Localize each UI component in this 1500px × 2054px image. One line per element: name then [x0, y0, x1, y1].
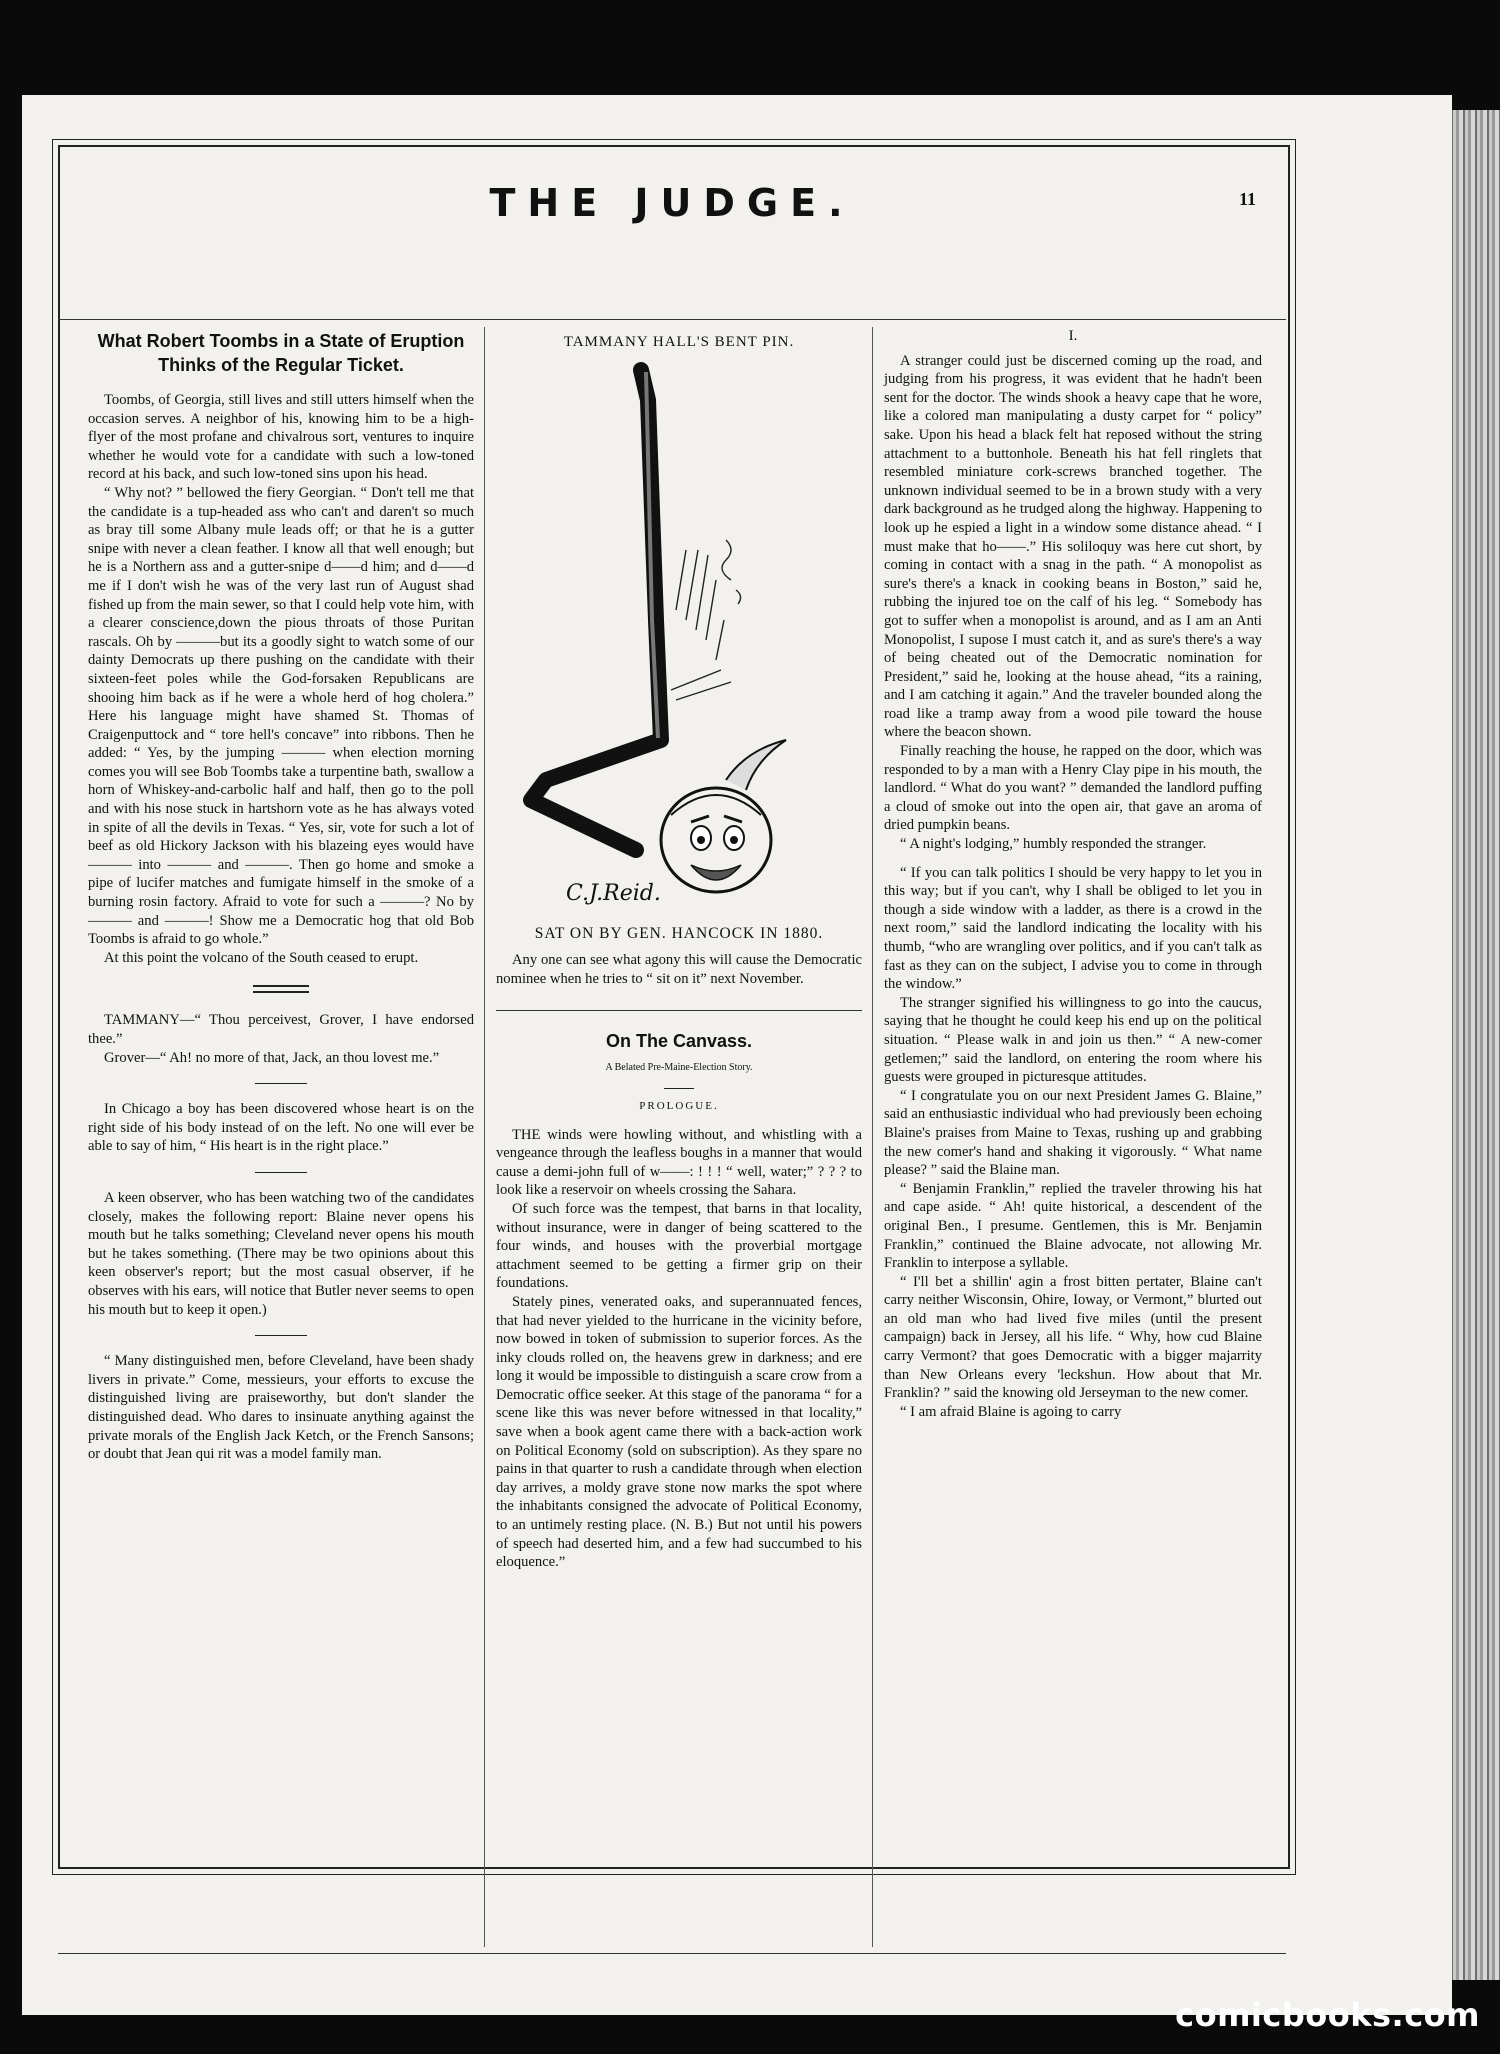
- tammany-line: TAMMANY—“ Thou perceivest, Grover, I have endorsed thee.”: [88, 1012, 474, 1047]
- masthead-rule: [58, 319, 1286, 320]
- divider: [255, 1083, 307, 1084]
- newspaper-page: [22, 95, 1452, 2015]
- column-1: [88, 327, 474, 1464]
- chapter-paragraph: “ I am afraid Blaine is agoing to carry: [900, 1403, 1122, 1420]
- chapter-paragraph: “ Benjamin Franklin,” replied the traveler throwing his hat and cape aside. “ Ah! quite historical, a descendent of the original Ben., I presume. Gentlemen, this is Mr. Benjamin Franklin,” continued the Blaine advocate, not allowing Mr. Franklin to interpose a syllable.: [884, 1180, 1262, 1272]
- page-number: 11: [1238, 189, 1256, 209]
- story-paragraph: Stately pines, venerated oaks, and superannuated fences, that had never yielded to the hurricane in the vicinity before, now bowed in token of submission to superior forces. As the inky clouds rolled on, the heavens grew in darkness; and ere long it would be impossible to distinguish a scare crow from a Democratic office seeker. At this stage of the panorama “ for a scene like this was never before witnessed in that locality,” save when a book agent came there with a back-action work on Political Economy (sold on subscription). As they spare no pains in that quarter to rush a candidate through when election day arrives, a moldy grave stone now marks the spot where the inhabitants consigned the advocate of Political Economy, to an untimely resting place. (N. B.) But not until his powers of speech had deserted him, and a few had succumbed to his eloquence.”: [496, 1293, 862, 1571]
- bent-pin-cartoon: [496, 360, 862, 925]
- divider: [255, 1172, 307, 1173]
- chapter-number: I.: [1068, 328, 1078, 344]
- toombs-paragraph: “ Why not? ” bellowed the fiery Georgian. “ Don't tell me that the candidate is a tup-headed ass who can't and daren't so much as bray till some Albany mule leads off; or that he is a gutter snipe with never a clean feather. I know all that well enough; but he is a Northern ass and a gutter-snipe d——d him; and d——d me if I don't wish he was of the very last run of August shad fished up from the main sewer, so that I could help vote him, with a clearer conscience,down the pious throats of those Puritan rascals. Oh by ———but its a goodly sight to watch some of our dainty Democrats up there pushing on the candidate with their sixteen-feet poles while the God-forsaken Republicans are shooing him back as if he were a whole herd of hog cholera.” Here his language might have shamed St. Thomas of Craigenputtock and “ tore hell's concave” into ribbons. Then he added: “ Yes, by the jumping ——— when election morning comes you will see Bob Toombs take a turpentine bath, swallow a horn of Whiskey-and-carbolic half and half, then go to the poll and with his nose stuck in hartshorn vote as he has always voted in spite of all the devils in Texas. “ Yes, sir, vote for such a lot of beef as old Hickory Jackson with his blazeing eyes would have ——— into ——— and ———. Then go home and smoke a pipe of lucifer matches and fumigate himself in the smoke of a burning rosin factory. Afraid to vote for such a ———? No by ——— and ———! Show me a Democratic hog that old Bob Toombs is afraid to go whole.”: [88, 484, 474, 948]
- observer-item: A keen observer, who has been watching two of the candidates closely, makes the following report: Blaine never opens his mouth but he talks something; Cleveland never opens his mouth but he takes something. (There may be two opinions about this keen observer's report; but the most casual observer, if he observes with his ears, will notice that Butler never seems to open his mouth but to keep it open.): [88, 1189, 474, 1318]
- story-paragraph: Of such force was the tempest, that barns in that locality, without insurance, were in danger of being scattered to the four winds, and houses with the proverbial mortgage attachment seemed to be getting a firmer grip on their foundations.: [496, 1200, 862, 1292]
- column-3: [884, 327, 1262, 1421]
- distinguished-item: “ Many distinguished men, before Cleveland, have been shady livers in private.” Come, messieurs, your efforts to excuse the distinguished living are praiseworthy, but don't slander the distinguished dead. Who dares to insinuate anything against the private morals of the English Jack Ketch, or the French Sansons; or doubt that Jean qui rit was a model family man.: [88, 1353, 474, 1463]
- double-divider: [253, 985, 309, 993]
- chicago-item: In Chicago a boy has been discovered whose heart is on the right side of his body instead of on the left. No one will ever be able to say of him, “ His heart is in the right place.”: [88, 1101, 474, 1155]
- prologue-label: PROLOGUE.: [639, 1099, 719, 1112]
- masthead-title: THE JUDGE.: [489, 181, 855, 225]
- bent-pin-drawing: [496, 360, 862, 925]
- chapter-paragraph: Finally reaching the house, he rapped on the door, which was responded to by a man with a Henry Clay pipe in his mouth, the landlord. “ What do you want? ” demanded the landlord puffing a cloud of smoke out into the open air, that gave an aroma of dried pumpkin beans.: [884, 743, 1262, 834]
- bottom-rule: [58, 1953, 1286, 1954]
- chapter-paragraph: “ I'll bet a shillin' agin a frost bitten pertater, Blaine can't carry neither Wisconsin, Ohire, Ioway, or Vermont,” blurted out an old man who had lived five miles (until the present campaign) back in Jersey, all his life. “ Why, how cud Blaine carry Vermont? that goes Democratic with a bigger majarrity than New Orleans every 'leckshun. How about that Mr. Franklin? ” said the knowing old Jerseyman to the new comer.: [884, 1273, 1262, 1402]
- toombs-heading: What Robert Toombs in a State of Eruption Thinks of the Regular Ticket.: [97, 331, 465, 375]
- toombs-paragraph: Toombs, of Georgia, still lives and still utters himself when the occasion serves. A neighbor of his, knowing him to be a high-flyer of the most profane and chivalrous sort, ventures to inquire whether he would vote for a candidate with such a low-toned record at his back, and such low-toned sins upon his head.: [88, 392, 474, 483]
- cartoon-title: TAMMANY HALL'S BENT PIN.: [563, 334, 795, 350]
- column-rule-2: [872, 327, 873, 1947]
- story-title: On The Canvass.: [605, 1031, 753, 1052]
- story-subtitle: A Belated Pre-Maine-Election Story.: [605, 1062, 753, 1074]
- cartoon-text: Any one can see what agony this will cause the Democratic nominee when he tries to “ sit on it” next November.: [496, 952, 862, 987]
- grover-line: Grover—“ Ah! no more of that, Jack, an thou lovest me.”: [104, 1049, 440, 1066]
- cartoon-caption: SAT ON BY GEN. HANCOCK IN 1880.: [534, 924, 824, 942]
- column-2: [496, 327, 862, 1572]
- chapter-paragraph: “ I congratulate you on our next President James G. Blaine,” said an enthusiastic individual who had previously been echoing Blaine's praises from Maine to Texas, rushing up and grabbing the new comer's hand and shaking it vigorously. “ What name please? ” said the Blaine man.: [884, 1087, 1262, 1179]
- toombs-paragraph: At this point the volcano of the South ceased to erupt.: [104, 949, 419, 966]
- watermark-logo: comicbooks.com: [1175, 1996, 1480, 2034]
- chapter-paragraph: “ A night's lodging,” humbly responded the stranger.: [900, 836, 1207, 853]
- story-paragraph: THE winds were howling without, and whistling with a vengeance through the leafless boughs in a manner that would cause a demi-john full of w——: ! ! ! “ well, water;” ? ? ? to look like a reservoir on wheels crossing the Sahara.: [496, 1126, 862, 1199]
- chapter-paragraph: “ If you can talk politics I should be very happy to let you in this way; but if you can't, why I shall be obliged to let you in though a side window with a ladder, as there is a crowd in the next room,” said the landlord indicating the locality with his thumb, “who are wrangling over politics, and if you can't talk as fast as they can on the subject, I advise you to come in through the window.”: [884, 864, 1262, 993]
- chapter-paragraph: The stranger signified his willingness to go into the caucus, saying that he thought he could keep his end up on the political situation. “ Please walk in and join us then.” “ A new-comer getlemen;” said the landlord, on entering the room where his guests were grouped in picturesque attitudes.: [884, 994, 1262, 1086]
- cartoon-signature: C.J.Reid.: [566, 880, 661, 906]
- divider: [255, 1335, 307, 1336]
- masthead: [58, 175, 1286, 235]
- section-rule: [496, 1010, 862, 1011]
- chapter-paragraph: A stranger could just be discerned coming up the road, and judging from his progress, it was evident that he hadn't been sent for the doctor. The winds shook a heavy cape that he wore, like a colored man manipulating a dusty carpet for “ policy” sake. Upon his head a black felt hat reposed without the string attachment to a buttonhole. Beneath his hat fell ringlets that resembled miniature cork-screws branched together. The unknown individual seemed to be in a brown study with a very dark background as he trudged along the highway. Happening to look up he espied a light in a window some distance ahead. “ I must make that ho——.” His soliloquy was here cut short, by coming in contact with a snag in the path. “ A monopolist as sure's there's a knack in cooking beans in Boston,” said he, rubbing the injured toe on the calf of his leg. “ Somebody has got to suffer when a monopolist is around, and as I am an Anti Monopolist, I supose I must catch it, and as sure's there's a way of being cheated out of the Democratic nomination for President,” said he, looking at the house ahead, “its a raining, and I am catching it again.” And the traveler bounded along the road like a tramp away from a wood pile toward the house where the beacon shown.: [884, 352, 1262, 741]
- divider: [664, 1088, 694, 1089]
- column-rule-1: [484, 327, 485, 1947]
